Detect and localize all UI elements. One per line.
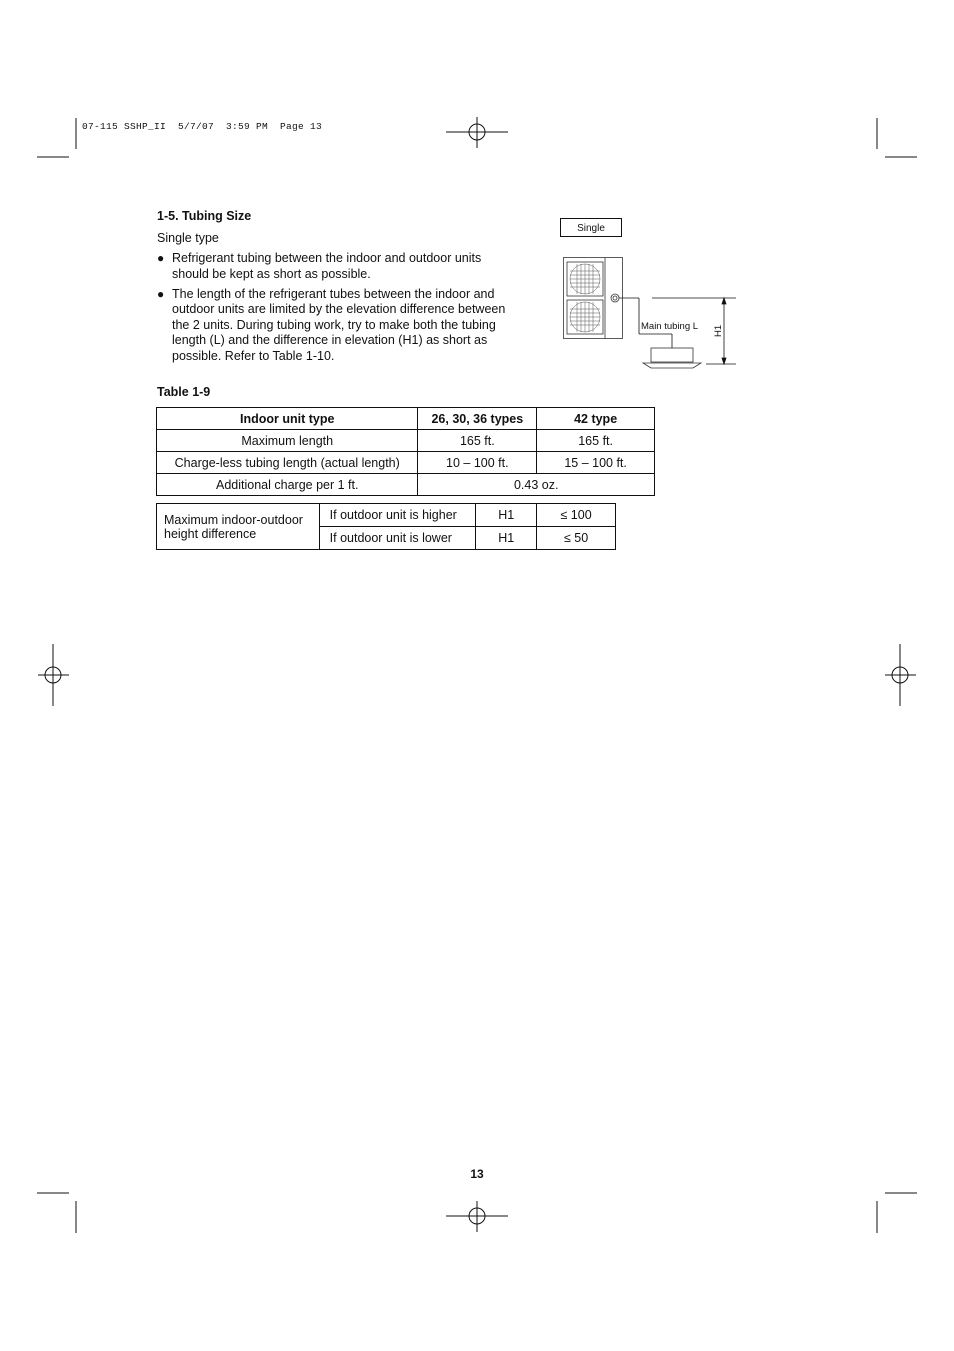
table-row: [157, 452, 655, 474]
tubing-label: Main tubing L: [641, 321, 699, 332]
table-caption: Table 1-9: [157, 385, 211, 399]
registration-mark-icon: [446, 117, 508, 148]
list-item: [157, 251, 517, 282]
column-header: 42 type: [537, 408, 655, 430]
page-number: 13: [470, 1167, 484, 1181]
column-header: Indoor unit type: [157, 408, 418, 430]
table-cell: 15 – 100 ft.: [537, 452, 655, 474]
table-cell: H1: [476, 527, 537, 550]
bullet-icon: ●: [157, 251, 165, 265]
diagram-label-text: Single: [577, 223, 605, 234]
bullet-text: The length of the refrigerant tubes between the indoor and outdoor units are limited by the elevation difference between the 2 units. During tubing work, try to make both the tubing length (L) and the difference in elevation (H1) as short as possible. Refer to Table 1-10.: [172, 286, 506, 364]
registration-mark-icon: [446, 1201, 508, 1232]
table-cell: ≤ 50: [537, 527, 616, 550]
print-slug: 07-115 SSHP_II 5/7/07 3:59 PM Page 13: [82, 121, 323, 132]
bullet-icon: ●: [157, 286, 165, 301]
table-cell: 165 ft.: [537, 430, 655, 452]
table-cell: Additional charge per 1 ft.: [157, 474, 418, 496]
table-cell: 10 – 100 ft.: [418, 452, 537, 474]
tubing-spec-table: [156, 407, 655, 496]
list-item: [157, 287, 517, 365]
table-cell: 0.43 oz.: [418, 474, 655, 496]
table-cell: Maximum length: [157, 430, 418, 452]
indoor-unit-icon: [643, 348, 701, 368]
table-header-row: [157, 408, 655, 430]
tubing-diagram: [555, 213, 745, 373]
table-cell: If outdoor unit is higher: [319, 504, 476, 527]
height-label: H1: [713, 324, 724, 337]
table-cell: Charge-less tubing length (actual length): [157, 452, 418, 474]
table-row: [157, 504, 616, 527]
table-cell: ≤ 100: [537, 504, 616, 527]
bullet-list: [157, 251, 517, 369]
table-row: [157, 474, 655, 496]
table-cell: 165 ft.: [418, 430, 537, 452]
section-subtitle: Single type: [157, 231, 219, 245]
table-row: [157, 430, 655, 452]
bullet-text: Refrigerant tubing between the indoor and outdoor units should be kept as short as possible.: [172, 251, 482, 281]
outdoor-unit-icon: [564, 258, 623, 339]
row-label: Maximum indoor-outdoor height difference: [157, 504, 320, 550]
height-difference-table: [156, 503, 616, 550]
section-title: 1-5. Tubing Size: [157, 209, 252, 223]
registration-mark-icon: [38, 644, 69, 706]
column-header: 26, 30, 36 types: [418, 408, 537, 430]
table-cell: If outdoor unit is lower: [319, 527, 476, 550]
registration-mark-icon: [885, 644, 916, 706]
table-cell: H1: [476, 504, 537, 527]
